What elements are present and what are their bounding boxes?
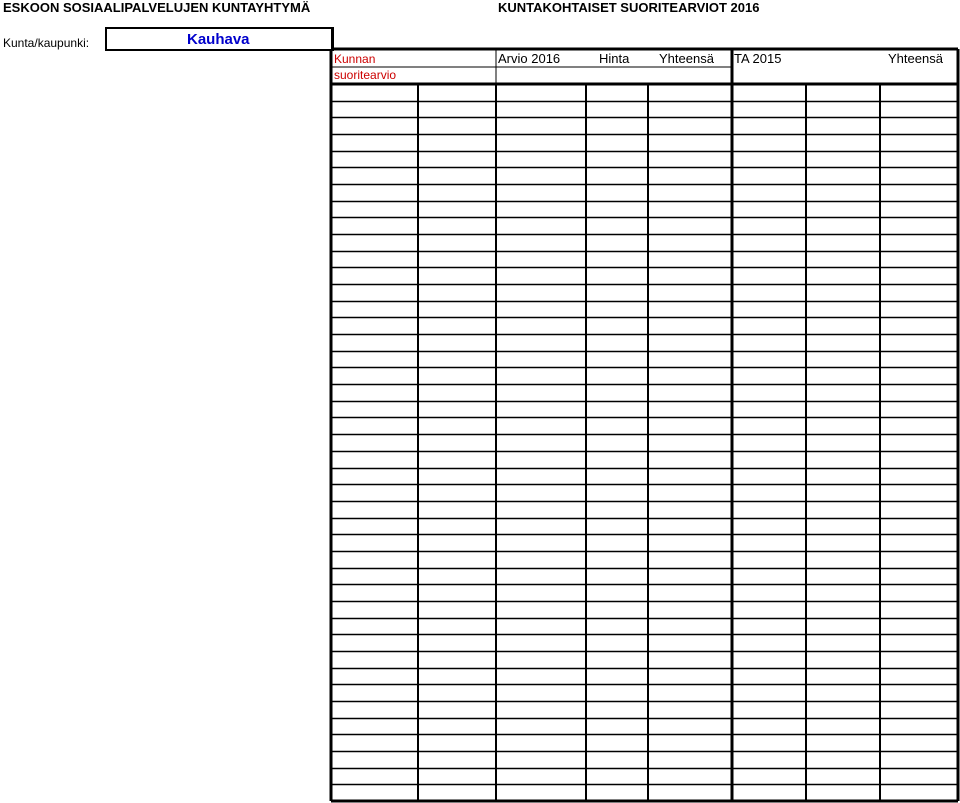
column-header-yhteensa-1: Yhteensä xyxy=(659,51,714,66)
column-header-suoritearvio: suoritearvio xyxy=(334,68,397,82)
column-header-arvio-2016: Arvio 2016 xyxy=(498,51,561,66)
column-header-yhteensa-2: Yhteensä xyxy=(888,51,943,66)
report-title: KUNTAKOHTAISET SUORITEARVIOT 2016 xyxy=(498,0,760,15)
municipality-label: Kunta/kaupunki: xyxy=(3,36,90,50)
column-header-hinta: Hinta xyxy=(599,51,630,66)
organization-title: ESKOON SOSIAALIPALVELUJEN KUNTAYHTYMÄ xyxy=(3,0,311,15)
municipality-value: Kauhava xyxy=(187,31,250,48)
column-header-kunnan: Kunnan xyxy=(334,52,376,66)
column-header-ta-2015: TA 2015 xyxy=(734,51,782,66)
municipality-field[interactable] xyxy=(105,27,334,51)
